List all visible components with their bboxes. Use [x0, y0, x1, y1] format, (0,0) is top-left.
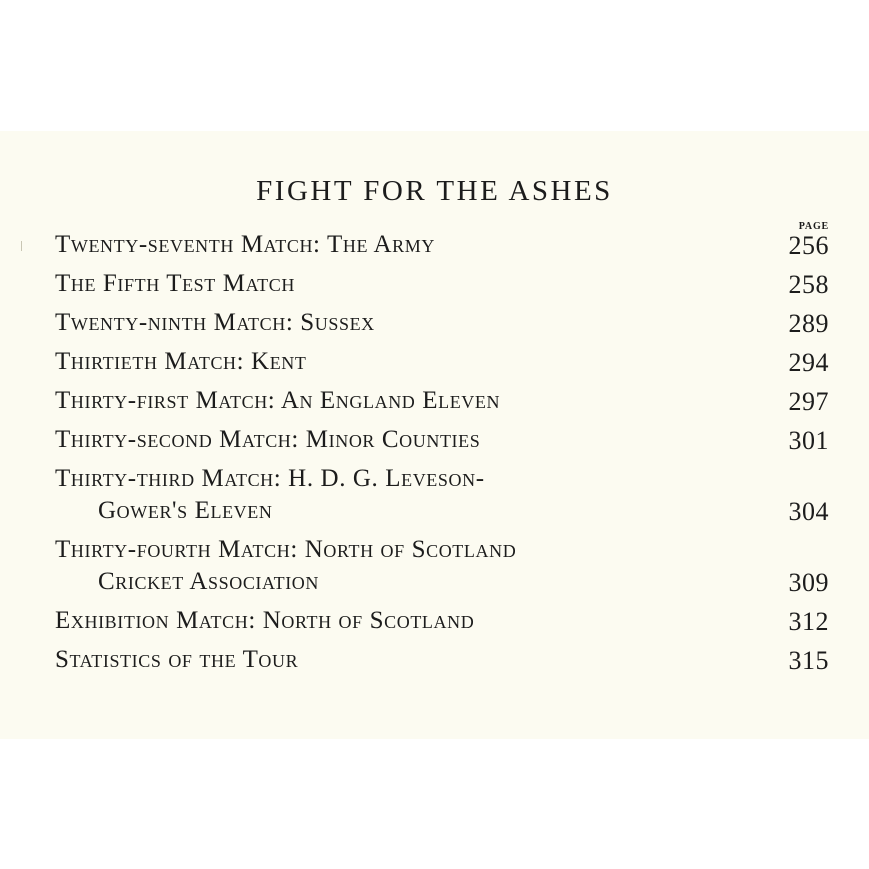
toc-entry-page: 309 [788, 568, 829, 597]
toc-entry-label: Thirty-second Match: Minor Counties [55, 426, 481, 453]
toc-entry-label: Statistics of the Tour [55, 646, 299, 673]
toc-entry-label-continued: Cricket Association [98, 568, 320, 595]
toc-entry-page: 297 [788, 387, 829, 416]
toc-entry-label: Exhibition Match: North of Scotland [55, 607, 475, 634]
toc-entry-label: Thirtieth Match: Kent [55, 348, 307, 375]
toc-entry-page: 256 [788, 231, 829, 260]
toc-entry-page: 289 [788, 309, 829, 338]
toc-entry-page: 312 [788, 607, 829, 636]
toc-entry-label: Thirty-fourth Match: North of Scotland [55, 536, 517, 563]
toc-entry-label: Thirty-first Match: An England Eleven [55, 387, 501, 414]
toc-entry-label: Twenty-ninth Match: Sussex [55, 309, 375, 336]
toc-entry-page: 304 [788, 497, 829, 526]
toc-entry-page: 315 [788, 646, 829, 675]
toc-entry-label: Twenty-seventh Match: The Army [55, 231, 435, 258]
paper-mark [21, 241, 22, 251]
toc-entry-page: 294 [788, 348, 829, 377]
toc-entry-page: 258 [788, 270, 829, 299]
toc-entry-label: The Fifth Test Match [55, 270, 295, 297]
section-title: FIGHT FOR THE ASHES [256, 175, 613, 207]
toc-entry-page: 301 [788, 426, 829, 455]
book-page [0, 131, 869, 739]
page-column-header: PAGE [798, 221, 829, 232]
toc-entry-label: Thirty-third Match: H. D. G. Leveson- [55, 465, 485, 492]
toc-entry-label-continued: Gower's Eleven [98, 497, 273, 524]
